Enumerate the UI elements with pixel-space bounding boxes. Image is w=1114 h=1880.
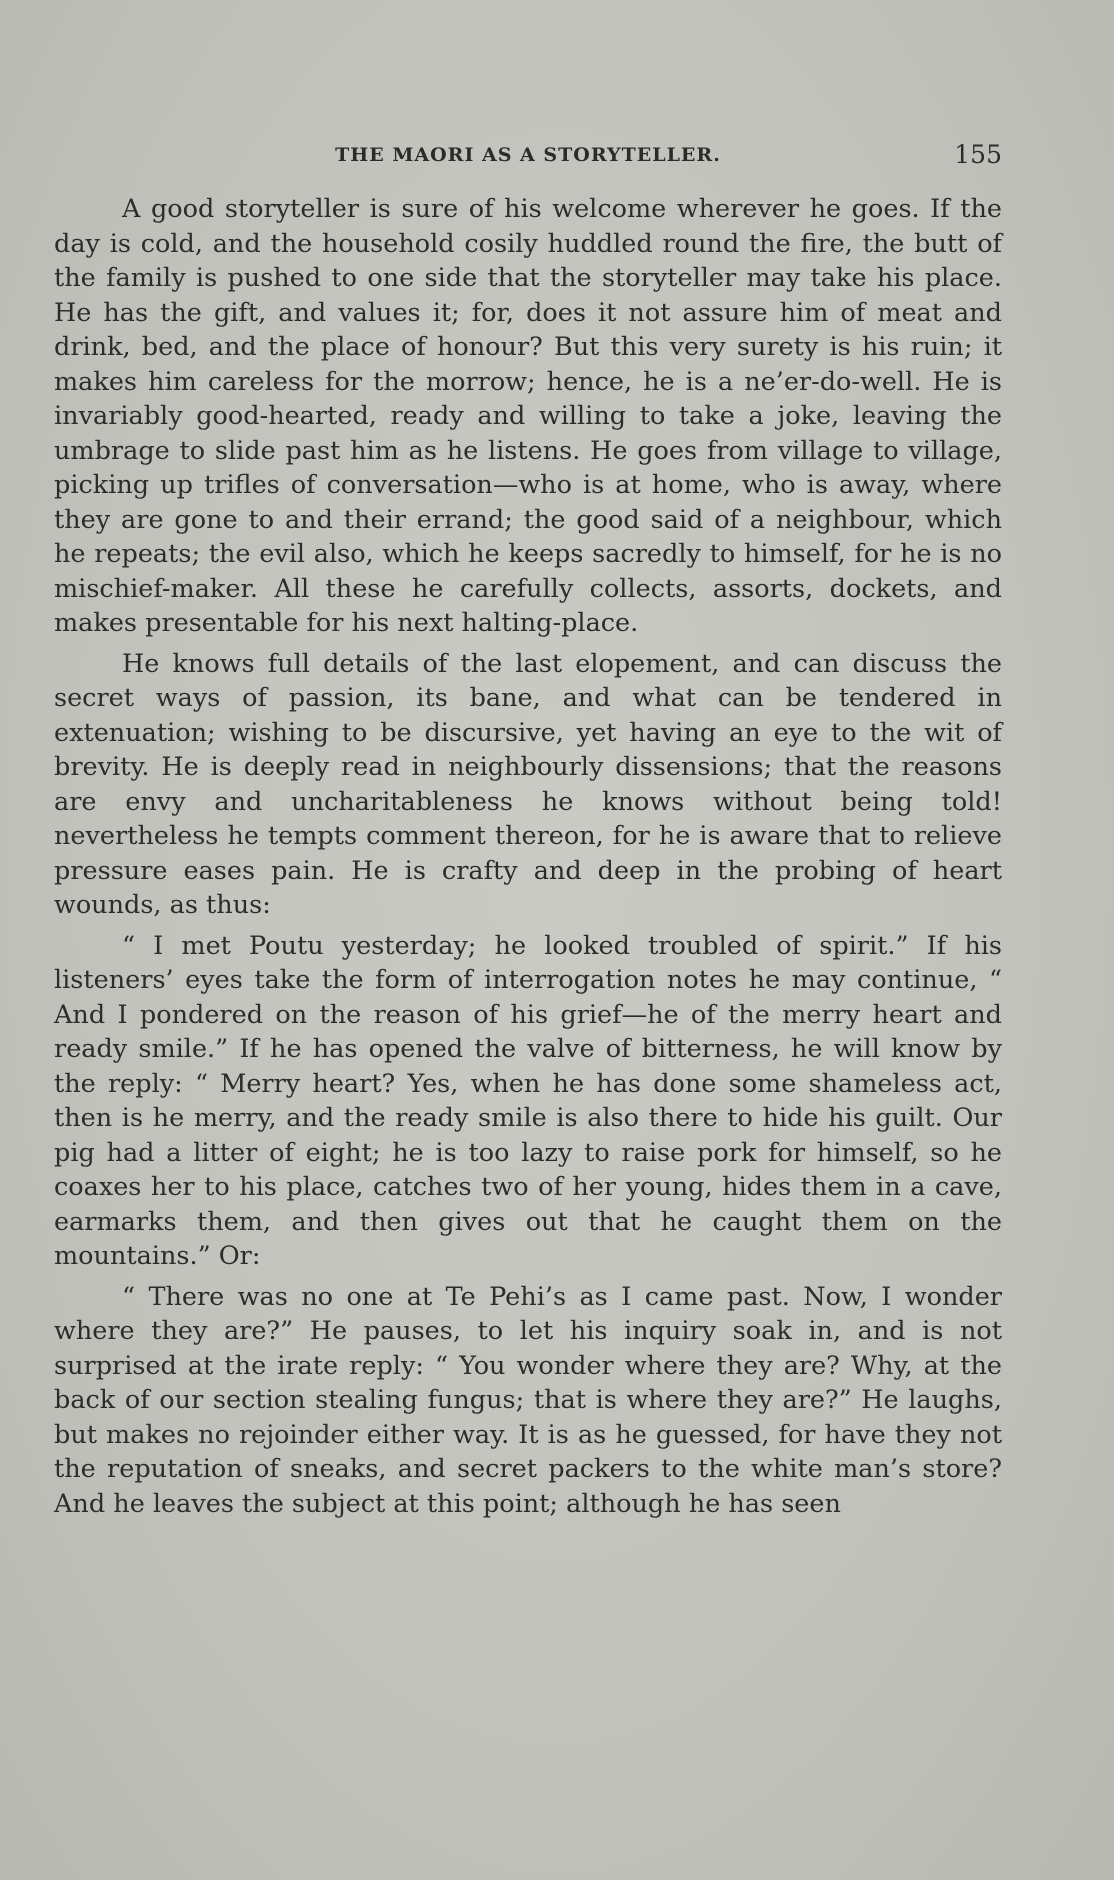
paragraph-3: “ I met Poutu yesterday; he looked troubled of spirit.” If his listeners’ eyes take the form of interrogation notes he may continue, “ And I pondered on the reason of his grief—he of the merry heart and ready smile.” If he has opened the valve of bitterness, he will know by the reply: “ Merry heart? Yes, when he has done some shameless act, then is he merry, and the ready smile is also there to hide his guilt. Our pig had a litter of eight; he is too lazy to raise pork for himself, so he coaxes her to his place, catches two of her young, hides them in a cave, earmarks them, and then gives out that he caught them on the mountains.” Or:: [54, 930, 1002, 1271]
running-head: [54, 140, 1002, 176]
book-page: [54, 140, 1002, 1527]
body-text: [54, 192, 1002, 1521]
paragraph-1: A good storyteller is sure of his welcome wherever he goes. If the day is cold, and the household cosily huddled round the fire, the butt of the family is pushed to one side that the storyteller may take his place. He has the gift, and values it; for, does it not assure him of meat and drink, bed, and the place of honour? But this very surety is his ruin; it makes him careless for the morrow; hence, he is a ne’er-do-well. He is invariably good-hearted, ready and willing to take a joke, leaving the umbrage to slide past him as he listens. He goes from village to village, picking up trifles of conversation—who is at home, who is away, where they are gone to and their errand; the good said of a neighbour, which he repeats; the evil also, which he keeps sacredly to himself, for he is no mischief-maker. All these he carefully collects, assorts, dockets, and makes presentable for his next halting-place.: [54, 194, 1002, 638]
running-title: THE MAORI AS A STORYTELLER.: [335, 144, 721, 166]
paragraph-4: “ There was no one at Te Pehi’s as I came past. Now, I wonder where they are?” He pauses, to let his inquiry soak in, and is not surprised at the irate reply: “ You wonder where they are? Why, at the back of our section stealing fungus; that is where they are?” He laughs, but makes no rejoinder either way. It is as he guessed, for have they not the reputation of sneaks, and secret packers to the white man’s store? And he leaves the subject at this point; although he has seen: [54, 1281, 1002, 1519]
page-number: 155: [954, 140, 1002, 169]
paragraph-2: He knows full details of the last elopement, and can discuss the secret ways of passion, its bane, and what can be tendered in extenuation; wishing to be discursive, yet having an eye to the wit of brevity. He is deeply read in neighbourly dissensions; that the reasons are envy and uncharitableness he knows without being told! nevertheless he tempts comment thereon, for he is aware that to relieve pressure eases pain. He is crafty and deep in the probing of heart wounds, as thus:: [54, 648, 1002, 920]
